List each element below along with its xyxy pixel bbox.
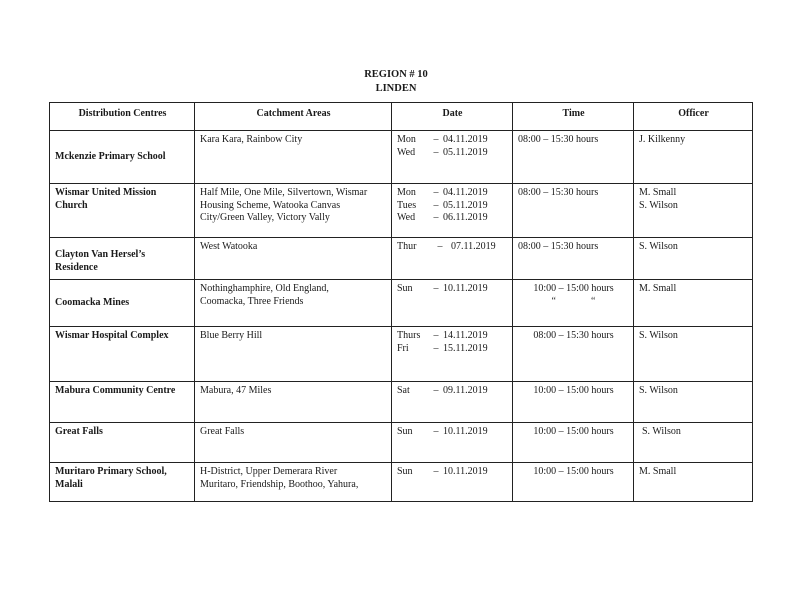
weekday: Wed xyxy=(397,212,416,223)
table-row xyxy=(50,280,753,327)
officer-cell xyxy=(634,131,753,184)
date-dash: – xyxy=(433,466,439,477)
date-value: 10.11.2019 xyxy=(443,466,488,477)
area-line: Blue Berry Hill xyxy=(200,330,263,341)
officer-cell xyxy=(634,327,753,382)
date-line xyxy=(397,147,508,160)
time-cell: 08:00 – 15:30 hours xyxy=(513,327,634,382)
weekday: Sat xyxy=(397,385,410,396)
date-value: 15.11.2019 xyxy=(443,342,488,354)
region-title: REGION # 10 xyxy=(364,69,428,80)
weekday: Mon xyxy=(397,187,416,198)
date-cell xyxy=(392,280,513,327)
date-value: 05.11.2019 xyxy=(443,199,488,211)
date-value: 06.11.2019 xyxy=(443,212,488,223)
date-cell xyxy=(392,184,513,238)
area-line: Housing Scheme, Watooka Canvas xyxy=(200,199,341,211)
catchment-areas xyxy=(195,280,392,327)
table-row xyxy=(50,423,753,463)
weekday: Thur xyxy=(397,241,417,252)
weekday: Sun xyxy=(397,426,413,437)
weekday: Thurs xyxy=(397,330,421,341)
time-cell: 10:00 – 15:00 hours xyxy=(513,423,634,463)
officer-name: M. Small xyxy=(639,187,677,198)
date-dash: – xyxy=(433,342,439,354)
date-line xyxy=(397,241,508,254)
date-dash: – xyxy=(433,426,439,437)
officer-cell xyxy=(634,463,753,502)
distribution-centre: Muritaro Primary School, Malali xyxy=(50,463,195,502)
weekday: Fri xyxy=(397,342,409,354)
date-dash: – xyxy=(433,330,439,341)
date-dash: – xyxy=(433,283,439,294)
officer-cell xyxy=(634,280,753,327)
date-line xyxy=(397,385,508,398)
date-line xyxy=(397,283,508,296)
date-dash: – xyxy=(433,212,439,223)
time-cell: 10:00 – 15:00 hours xyxy=(513,463,634,502)
officer-name: J. Kilkenny xyxy=(639,134,686,145)
date-dash: – xyxy=(437,241,443,252)
ditto-mark: “ xyxy=(551,295,556,307)
officer-cell xyxy=(634,382,753,423)
date-cell xyxy=(392,327,513,382)
officer-name: S. Wilson xyxy=(639,241,678,252)
officer-name: S. Wilson xyxy=(639,199,678,211)
distribution-centre: Coomacka Mines xyxy=(50,280,195,327)
date-value: 14.11.2019 xyxy=(443,330,488,341)
officer-cell xyxy=(634,184,753,238)
table-row xyxy=(50,382,753,423)
header-distribution-centres: Distribution Centres xyxy=(50,103,195,131)
catchment-areas xyxy=(195,327,392,382)
date-line xyxy=(397,426,508,439)
distribution-centre: Mckenzie Primary School xyxy=(50,131,195,184)
officer-name: M. Small xyxy=(639,283,677,294)
ditto-mark: “ xyxy=(591,295,596,307)
date-dash: – xyxy=(433,146,439,158)
date-line xyxy=(397,200,508,213)
weekday: Tues xyxy=(397,199,417,211)
area-line: Kara Kara, Rainbow City xyxy=(200,134,303,145)
date-dash: – xyxy=(433,134,439,145)
officer-name: S. Wilson xyxy=(639,385,678,396)
catchment-areas xyxy=(195,184,392,238)
area-line: West Watooka xyxy=(200,241,258,252)
table-row xyxy=(50,463,753,502)
ditto-marks xyxy=(518,296,629,309)
catchment-areas xyxy=(195,382,392,423)
table-row xyxy=(50,131,753,184)
date-line xyxy=(397,466,508,479)
weekday: Mon xyxy=(397,134,416,145)
time-cell: 08:00 – 15:30 hours xyxy=(513,184,634,238)
weekday: Sun xyxy=(397,283,413,294)
officer-name: S. Wilson xyxy=(642,426,681,437)
date-cell xyxy=(392,131,513,184)
table-row xyxy=(50,238,753,280)
date-cell xyxy=(392,238,513,280)
header-catchment-areas: Catchment Areas xyxy=(195,103,392,131)
weekday: Wed xyxy=(397,146,416,158)
table-header-row xyxy=(50,103,753,131)
area-line: Half Mile, One Mile, Silvertown, Wismar xyxy=(200,187,368,198)
date-dash: – xyxy=(433,187,439,198)
catchment-areas xyxy=(195,131,392,184)
date-dash: – xyxy=(433,385,439,396)
date-value: 09.11.2019 xyxy=(443,385,488,396)
area-line: City/Green Valley, Victory Vally xyxy=(200,212,330,223)
date-line xyxy=(397,212,508,225)
weekday: Sun xyxy=(397,466,413,477)
header-date: Date xyxy=(392,103,513,131)
district-title: LINDEN xyxy=(375,83,417,94)
date-dash: – xyxy=(433,199,439,211)
time-value: 10:00 – 15:00 hours xyxy=(533,283,614,294)
area-line: Mabura, 47 Miles xyxy=(200,385,272,396)
area-line: Coomacka, Three Friends xyxy=(200,295,304,307)
catchment-areas xyxy=(195,463,392,502)
table-row xyxy=(50,184,753,238)
distribution-centre: Wismar Hospital Complex xyxy=(50,327,195,382)
officer-cell xyxy=(634,423,753,463)
area-line: Muritaro, Friendship, Boothoo, Yahura, xyxy=(200,478,359,490)
date-cell xyxy=(392,382,513,423)
area-line: Great Falls xyxy=(200,426,245,437)
catchment-areas xyxy=(195,238,392,280)
time-cell: 10:00 – 15:00 hours xyxy=(513,382,634,423)
officer-name: S. Wilson xyxy=(639,330,678,341)
catchment-areas xyxy=(195,423,392,463)
distribution-centre: Clayton Van Hersel’s Residence xyxy=(50,238,195,280)
header-time: Time xyxy=(513,103,634,131)
header-officer: Officer xyxy=(634,103,753,131)
date-cell xyxy=(392,463,513,502)
date-line xyxy=(397,330,508,343)
officer-cell xyxy=(634,238,753,280)
area-line: Nothinghamphire, Old England, xyxy=(200,283,329,294)
date-value: 05.11.2019 xyxy=(443,146,488,158)
distribution-centre: Wismar United Mission Church xyxy=(50,184,195,238)
area-line: H-District, Upper Demerara River xyxy=(200,466,338,477)
date-line xyxy=(397,343,508,356)
date-line xyxy=(397,187,508,200)
date-value: 04.11.2019 xyxy=(443,134,488,145)
date-line xyxy=(397,134,508,147)
officer-name: M. Small xyxy=(639,466,677,477)
time-cell: 08:00 – 15:30 hours xyxy=(513,131,634,184)
distribution-centre: Great Falls xyxy=(50,423,195,463)
time-cell: 08:00 – 15:30 hours xyxy=(513,238,634,280)
distribution-centre: Mabura Community Centre xyxy=(50,382,195,423)
date-cell xyxy=(392,423,513,463)
date-value: 10.11.2019 xyxy=(443,426,488,437)
date-value: 10.11.2019 xyxy=(443,283,488,294)
distribution-table xyxy=(49,102,753,502)
time-cell xyxy=(513,280,634,327)
document-heading xyxy=(0,68,792,96)
date-value: 04.11.2019 xyxy=(443,187,488,198)
date-value: 07.11.2019 xyxy=(451,241,496,252)
table-row xyxy=(50,327,753,382)
